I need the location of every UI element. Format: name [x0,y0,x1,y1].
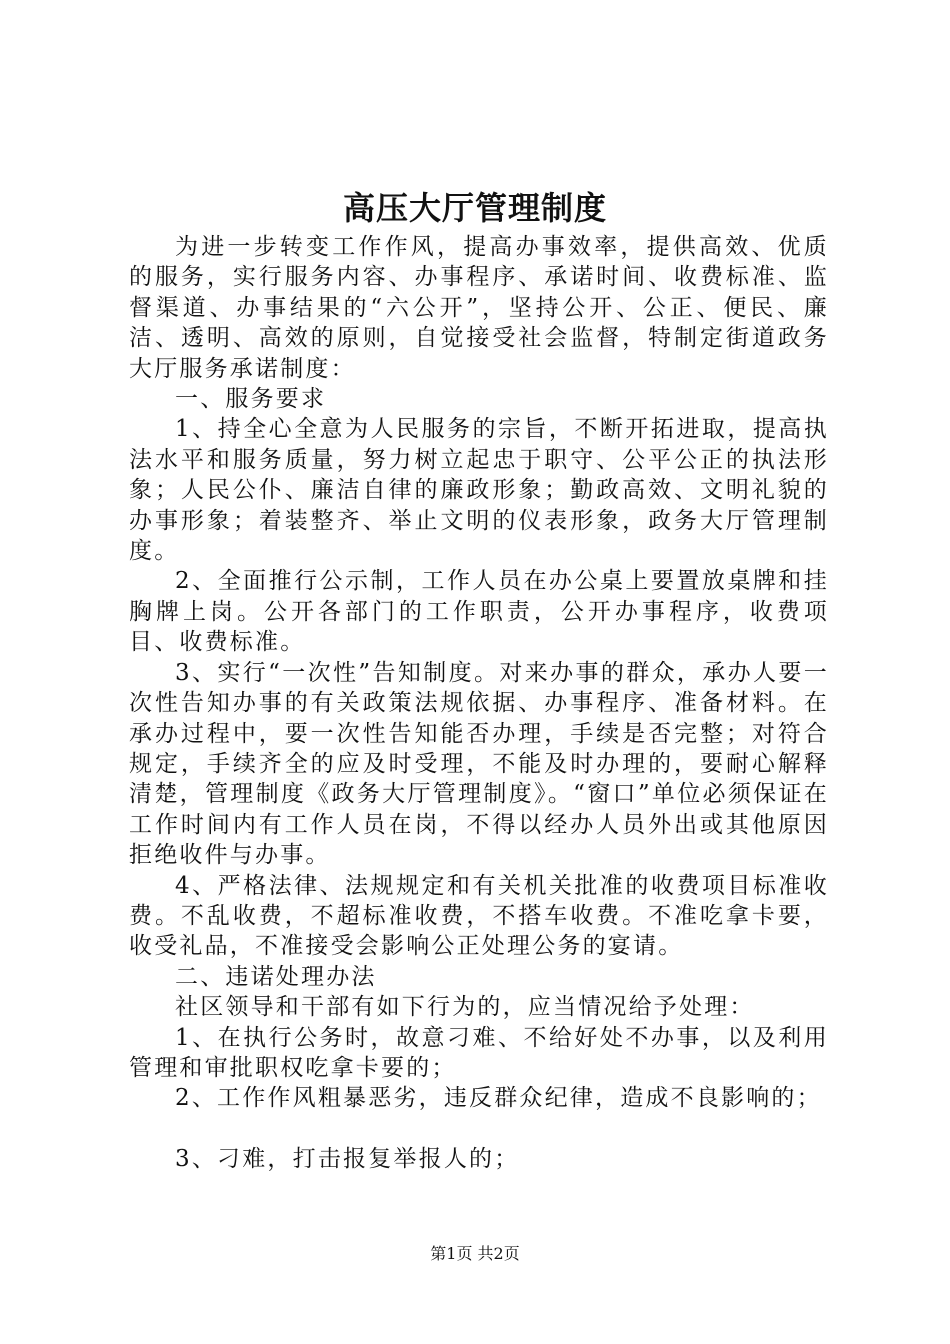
paragraph-violation-2: 2、工作作风粗暴恶劣，违反群众纪律，造成不良影响的； [175,1085,822,1112]
paragraph-item-1: 1、持全心全意为人民服务的宗旨，不断开拓进取，提高执法水平和服务质量，努力树立起忠于职守、公平公正的执法形象；人民公仆、廉洁自律的廉政形象；勤政高效、文明礼貌的办事形象；着装整齐、举止文明的仪表形象，政务大厅管理制度。 [129,416,829,565]
paragraph-violation-intro: 社区领导和干部有如下行为的，应当情况给予处理： [175,994,755,1021]
paragraph-intro: 为进一步转变工作作风，提高办事效率，提供高效、优质的服务，实行服务内容、办事程序、承诺时间、收费标准、监督渠道、办事结果的“六公开”，坚持公开、公正、便民、廉洁、透明、高效的原则，自觉接受社会监督，特制定街道政务大厅服务承诺制度： [129,234,829,382]
paragraph-violation-1: 1、在执行公务时，故意刁难、不给好处不办事，以及利用管理和审批职权吃拿卡要的； [129,1024,829,1081]
paragraph-item-4: 4、严格法律、法规规定和有关机关批准的收费项目标准收费。不乱收费，不超标准收费，不搭车收费。不准吃拿卡要，收受礼品，不准接受会影响公正处理公务的宴请。 [129,872,829,960]
section-heading-violation-handling: 二、违诺处理办法 [175,963,377,990]
paragraph-violation-3: 3、刁难，打击报复举报人的； [175,1145,520,1172]
page-title: 高压大厅管理制度 [342,189,607,227]
paragraph-item-3: 3、实行“一次性”告知制度。对来办事的群众，承办人要一次性告知办事的有关政策法规依据、办事程序、准备材料。在承办过程中，要一次性告知能否办理，手续是否完整；对符合规定，手续齐全的应及时受理，不能及时办理的，要耐心解释清楚，管理制度《政务大厅管理制度》。“窗口”单位必须保证在工作时间内有工作人员在岗，不得以经办人员外出或其他原因拒绝收件与办事。 [129,659,829,869]
page-footer: 第1页 共2页 [430,1244,520,1263]
section-heading-service-requirements: 一、服务要求 [175,386,327,413]
paragraph-item-2: 2、全面推行公示制，工作人员在办公桌上要置放桌牌和挂胸牌上岗。公开各部门的工作职责，公开办事程序，收费项目、收费标准。 [129,568,829,656]
document-body [129,232,829,1174]
